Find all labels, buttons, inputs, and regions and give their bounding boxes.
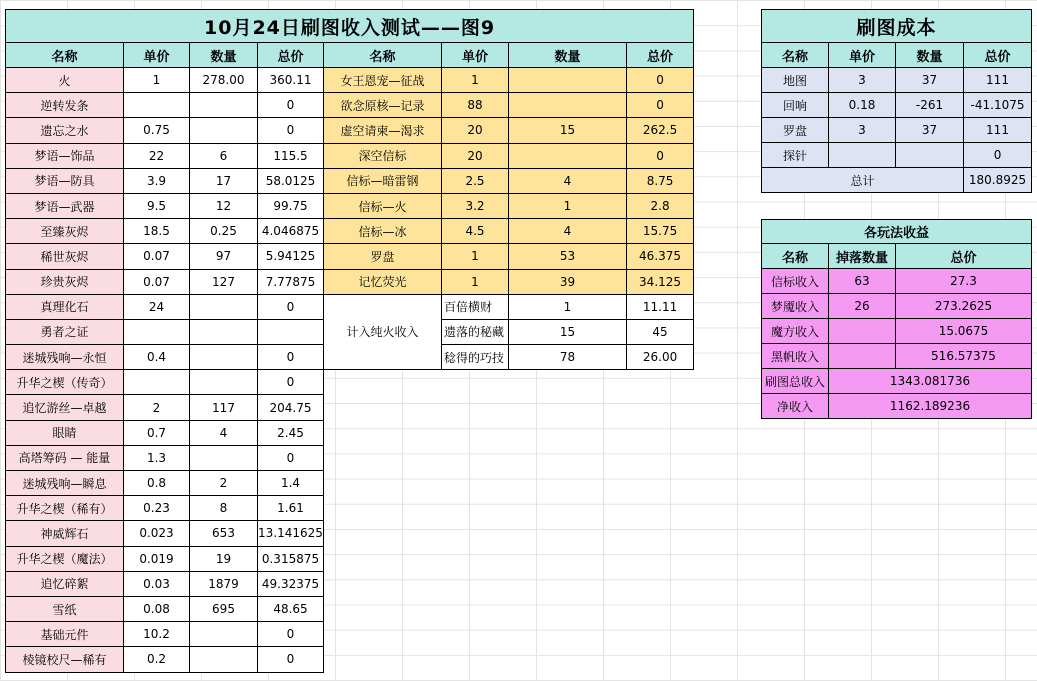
unit-price-cell: 0.23 xyxy=(124,496,190,521)
total-price-cell: 111 xyxy=(964,68,1032,93)
total-price-cell: 4.046875 xyxy=(258,219,324,244)
total-price-cell: 0 xyxy=(258,445,324,470)
header-cell: 单价 xyxy=(829,43,896,68)
unit-price-cell: 0.023 xyxy=(124,521,190,546)
empty-cell xyxy=(442,521,509,546)
table-row xyxy=(6,93,694,118)
quantity-cell: 1879 xyxy=(190,571,258,596)
item-name-cell: 信标—火 xyxy=(324,193,442,218)
total-price-cell: 48.65 xyxy=(258,596,324,621)
table-row xyxy=(6,445,694,470)
quantity-cell xyxy=(190,93,258,118)
total-price-cell: 26.00 xyxy=(627,345,694,370)
empty-cell xyxy=(627,370,694,395)
unit-price-cell: 1 xyxy=(124,68,190,93)
unit-price-cell: 1 xyxy=(442,68,509,93)
unit-price-cell: 0.07 xyxy=(124,269,190,294)
unit-price-cell: 20 xyxy=(442,143,509,168)
table-row xyxy=(762,269,1032,294)
unit-price-cell: 3.9 xyxy=(124,168,190,193)
table-row xyxy=(6,193,694,218)
total-price-cell: 2.8 xyxy=(627,193,694,218)
quantity-cell xyxy=(896,143,964,168)
unit-price-cell: 4.5 xyxy=(442,219,509,244)
drop-count-cell xyxy=(829,344,896,369)
total-price-cell xyxy=(258,319,324,344)
item-name-cell: 遗落的秘藏 xyxy=(442,319,509,344)
total-price-cell: 2.45 xyxy=(258,420,324,445)
item-name-cell: 追忆游丝—卓越 xyxy=(6,395,124,420)
unit-price-cell: 0.019 xyxy=(124,546,190,571)
quantity-cell: 117 xyxy=(190,395,258,420)
empty-cell xyxy=(627,471,694,496)
total-price-cell: 46.375 xyxy=(627,244,694,269)
header-cell: 名称 xyxy=(762,43,829,68)
item-name-cell: 女王恩宠—征战 xyxy=(324,68,442,93)
total-price-cell: 0 xyxy=(627,93,694,118)
header-cell: 单价 xyxy=(124,43,190,68)
item-name-cell: 黑帆收入 xyxy=(762,344,829,369)
item-name-cell: 珍贵灰烬 xyxy=(6,269,124,294)
empty-cell xyxy=(509,395,627,420)
unit-price-cell: 9.5 xyxy=(124,193,190,218)
quantity-cell: 15 xyxy=(509,319,627,344)
drop-count-cell: 63 xyxy=(829,269,896,294)
empty-cell xyxy=(324,395,442,420)
item-name-cell: 眼睛 xyxy=(6,420,124,445)
quantity-cell: 653 xyxy=(190,521,258,546)
quantity-cell xyxy=(509,143,627,168)
empty-cell xyxy=(627,395,694,420)
empty-cell xyxy=(324,471,442,496)
empty-cell xyxy=(509,496,627,521)
quantity-cell: 17 xyxy=(190,168,258,193)
header-cell: 数量 xyxy=(509,43,627,68)
empty-cell xyxy=(627,521,694,546)
total-price-cell: 360.11 xyxy=(258,68,324,93)
table-row xyxy=(6,143,694,168)
quantity-cell: 19 xyxy=(190,546,258,571)
empty-cell xyxy=(324,571,442,596)
item-name-cell: 欲念原核—记录 xyxy=(324,93,442,118)
total-price-cell: 5.94125 xyxy=(258,244,324,269)
main-header-row xyxy=(6,43,694,68)
table-row xyxy=(762,68,1032,93)
unit-price-cell: 10.2 xyxy=(124,622,190,647)
empty-cell xyxy=(627,420,694,445)
quantity-cell: 12 xyxy=(190,193,258,218)
empty-cell xyxy=(442,622,509,647)
unit-price-cell: 3 xyxy=(829,118,896,143)
quantity-cell xyxy=(190,622,258,647)
empty-cell xyxy=(509,420,627,445)
unit-price-cell: 0.75 xyxy=(124,118,190,143)
total-price-cell: 45 xyxy=(627,319,694,344)
empty-cell xyxy=(509,647,627,672)
quantity-cell: 53 xyxy=(509,244,627,269)
empty-cell xyxy=(324,546,442,571)
total-price-cell: 0 xyxy=(258,647,324,672)
table-row xyxy=(6,647,694,672)
total-price-cell: 34.125 xyxy=(627,269,694,294)
unit-price-cell: 0.8 xyxy=(124,471,190,496)
item-name-cell: 梦语—饰品 xyxy=(6,143,124,168)
cost-total-label: 总计 xyxy=(762,168,964,193)
total-price-cell: 58.0125 xyxy=(258,168,324,193)
empty-cell xyxy=(509,370,627,395)
table-row xyxy=(6,496,694,521)
main-income-table xyxy=(5,9,694,673)
item-name-cell: 虚空请柬—渴求 xyxy=(324,118,442,143)
total-price-cell: 0 xyxy=(627,68,694,93)
table-row xyxy=(6,546,694,571)
table-row xyxy=(6,622,694,647)
total-price-cell: -41.1075 xyxy=(964,93,1032,118)
empty-cell xyxy=(627,496,694,521)
quantity-cell: 4 xyxy=(509,168,627,193)
header-cell: 掉落数量 xyxy=(829,244,896,269)
item-name-cell: 魔方收入 xyxy=(762,319,829,344)
quantity-cell: 37 xyxy=(896,68,964,93)
total-price-cell: 7.77875 xyxy=(258,269,324,294)
header-cell: 单价 xyxy=(442,43,509,68)
item-name-cell: 升华之楔（稀有） xyxy=(6,496,124,521)
quantity-cell: 2 xyxy=(190,471,258,496)
item-name-cell: 罗盘 xyxy=(324,244,442,269)
quantity-cell: 15 xyxy=(509,118,627,143)
total-price-cell: 262.5 xyxy=(627,118,694,143)
unit-price-cell: 3 xyxy=(829,68,896,93)
table-row xyxy=(6,219,694,244)
table-row xyxy=(762,143,1032,168)
table-row xyxy=(762,294,1032,319)
quantity-cell: 127 xyxy=(190,269,258,294)
item-name-cell: 升华之楔（魔法） xyxy=(6,546,124,571)
item-name-cell: 至臻灰烬 xyxy=(6,219,124,244)
item-name-cell: 高塔筹码 — 能量 xyxy=(6,445,124,470)
cost-total-row xyxy=(762,168,1032,193)
quantity-cell: 695 xyxy=(190,596,258,621)
empty-cell xyxy=(442,370,509,395)
header-cell: 名称 xyxy=(6,43,124,68)
table-row xyxy=(762,344,1032,369)
total-price-cell: 15.75 xyxy=(627,219,694,244)
table-row xyxy=(762,93,1032,118)
empty-cell xyxy=(442,471,509,496)
quantity-cell: 4 xyxy=(190,420,258,445)
empty-cell xyxy=(442,420,509,445)
unit-price-cell xyxy=(829,143,896,168)
quantity-cell: 37 xyxy=(896,118,964,143)
total-price-cell: 0 xyxy=(258,93,324,118)
unit-price-cell: 3.2 xyxy=(442,193,509,218)
quantity-cell: 8 xyxy=(190,496,258,521)
item-name-cell: 梦魇收入 xyxy=(762,294,829,319)
empty-cell xyxy=(509,521,627,546)
total-price-cell: 1.4 xyxy=(258,471,324,496)
income-title: 各玩法收益 xyxy=(762,220,1032,244)
total-price-cell: 27.3 xyxy=(896,269,1032,294)
total-price-cell: 8.75 xyxy=(627,168,694,193)
empty-cell xyxy=(627,546,694,571)
table-row xyxy=(762,319,1032,344)
empty-cell xyxy=(509,596,627,621)
total-price-cell: 516.57375 xyxy=(896,344,1032,369)
table-row xyxy=(6,571,694,596)
empty-cell xyxy=(509,546,627,571)
item-name-cell: 记忆荧光 xyxy=(324,269,442,294)
quantity-cell xyxy=(190,370,258,395)
empty-cell xyxy=(442,496,509,521)
extra-income-label: 计入纯火收入 xyxy=(324,294,442,370)
table-row xyxy=(6,68,694,93)
unit-price-cell: 0.2 xyxy=(124,647,190,672)
total-price-cell: 0 xyxy=(258,118,324,143)
total-price-cell: 111 xyxy=(964,118,1032,143)
quantity-cell: 39 xyxy=(509,269,627,294)
total-price-cell: 273.2625 xyxy=(896,294,1032,319)
item-name-cell: 棱镜校尺—稀有 xyxy=(6,647,124,672)
table-row xyxy=(6,269,694,294)
total-price-cell: 0.315875 xyxy=(258,546,324,571)
header-cell: 总价 xyxy=(964,43,1032,68)
gross-income-value: 1343.081736 xyxy=(829,369,1032,394)
unit-price-cell: 0.7 xyxy=(124,420,190,445)
item-name-cell: 升华之楔（传奇） xyxy=(6,370,124,395)
empty-cell xyxy=(442,647,509,672)
unit-price-cell: 24 xyxy=(124,294,190,319)
quantity-cell: 97 xyxy=(190,244,258,269)
table-row xyxy=(6,294,694,319)
quantity-cell: 0.25 xyxy=(190,219,258,244)
empty-cell xyxy=(509,471,627,496)
item-name-cell: 深空信标 xyxy=(324,143,442,168)
header-cell: 名称 xyxy=(324,43,442,68)
unit-price-cell: 1 xyxy=(442,244,509,269)
empty-cell xyxy=(627,647,694,672)
total-price-cell: 0 xyxy=(258,622,324,647)
quantity-cell: 1 xyxy=(509,294,627,319)
unit-price-cell xyxy=(124,370,190,395)
header-cell: 数量 xyxy=(190,43,258,68)
empty-cell xyxy=(324,521,442,546)
unit-price-cell: 22 xyxy=(124,143,190,168)
empty-cell xyxy=(627,571,694,596)
drop-count-cell xyxy=(829,319,896,344)
empty-cell xyxy=(324,420,442,445)
total-price-cell: 0 xyxy=(964,143,1032,168)
total-price-cell: 15.0675 xyxy=(896,319,1032,344)
table-row xyxy=(6,118,694,143)
empty-cell xyxy=(324,445,442,470)
quantity-cell: 278.00 xyxy=(190,68,258,93)
quantity-cell xyxy=(190,118,258,143)
item-name-cell: 罗盘 xyxy=(762,118,829,143)
table-row xyxy=(6,168,694,193)
table-row xyxy=(6,244,694,269)
quantity-cell: 6 xyxy=(190,143,258,168)
unit-price-cell: 2 xyxy=(124,395,190,420)
total-price-cell: 115.5 xyxy=(258,143,324,168)
empty-cell xyxy=(324,596,442,621)
unit-price-cell: 0.18 xyxy=(829,93,896,118)
total-price-cell: 11.11 xyxy=(627,294,694,319)
item-name-cell: 梦语—防具 xyxy=(6,168,124,193)
item-name-cell: 信标—暗雷钢 xyxy=(324,168,442,193)
total-price-cell: 0 xyxy=(258,345,324,370)
item-name-cell: 稔得的巧技 xyxy=(442,345,509,370)
unit-price-cell: 0.03 xyxy=(124,571,190,596)
quantity-cell: 1 xyxy=(509,193,627,218)
total-price-cell: 204.75 xyxy=(258,395,324,420)
quantity-cell xyxy=(190,445,258,470)
empty-cell xyxy=(442,596,509,621)
header-cell: 名称 xyxy=(762,244,829,269)
quantity-cell: -261 xyxy=(896,93,964,118)
item-name-cell: 追忆碎絮 xyxy=(6,571,124,596)
table-row xyxy=(6,420,694,445)
item-name-cell: 地图 xyxy=(762,68,829,93)
header-cell: 总价 xyxy=(627,43,694,68)
table-row xyxy=(6,395,694,420)
item-name-cell: 信标收入 xyxy=(762,269,829,294)
unit-price-cell: 0.08 xyxy=(124,596,190,621)
item-name-cell: 回响 xyxy=(762,93,829,118)
net-income-value: 1162.189236 xyxy=(829,394,1032,419)
item-name-cell: 真理化石 xyxy=(6,294,124,319)
item-name-cell: 百倍横财 xyxy=(442,294,509,319)
empty-cell xyxy=(324,647,442,672)
quantity-cell xyxy=(190,345,258,370)
unit-price-cell: 18.5 xyxy=(124,219,190,244)
empty-cell xyxy=(509,445,627,470)
total-price-cell: 0 xyxy=(258,294,324,319)
total-price-cell: 0 xyxy=(258,370,324,395)
empty-cell xyxy=(509,571,627,596)
item-name-cell: 勇者之证 xyxy=(6,319,124,344)
item-name-cell: 神威辉石 xyxy=(6,521,124,546)
empty-cell xyxy=(627,596,694,621)
unit-price-cell: 1 xyxy=(442,269,509,294)
table-row xyxy=(6,370,694,395)
quantity-cell: 4 xyxy=(509,219,627,244)
quantity-cell: 78 xyxy=(509,345,627,370)
item-name-cell: 逆转发条 xyxy=(6,93,124,118)
drop-count-cell: 26 xyxy=(829,294,896,319)
item-name-cell: 遗忘之水 xyxy=(6,118,124,143)
total-price-cell: 1.61 xyxy=(258,496,324,521)
table-row xyxy=(6,471,694,496)
item-name-cell: 基础元件 xyxy=(6,622,124,647)
empty-cell xyxy=(442,395,509,420)
unit-price-cell: 20 xyxy=(442,118,509,143)
item-name-cell: 稀世灰烬 xyxy=(6,244,124,269)
item-name-cell: 迷城残响—瞬息 xyxy=(6,471,124,496)
cost-total-value: 180.8925 xyxy=(964,168,1032,193)
empty-cell xyxy=(509,622,627,647)
item-name-cell: 探针 xyxy=(762,143,829,168)
table-row xyxy=(6,521,694,546)
quantity-cell xyxy=(190,294,258,319)
total-price-cell: 99.75 xyxy=(258,193,324,218)
total-price-cell: 0 xyxy=(627,143,694,168)
empty-cell xyxy=(324,370,442,395)
unit-price-cell: 0.4 xyxy=(124,345,190,370)
quantity-cell xyxy=(190,319,258,344)
unit-price-cell: 2.5 xyxy=(442,168,509,193)
total-price-cell: 13.141625 xyxy=(258,521,324,546)
quantity-cell xyxy=(190,647,258,672)
item-name-cell: 火 xyxy=(6,68,124,93)
empty-cell xyxy=(442,546,509,571)
cost-title: 刷图成本 xyxy=(762,10,1032,43)
empty-cell xyxy=(627,622,694,647)
table-row xyxy=(762,118,1032,143)
empty-cell xyxy=(627,445,694,470)
empty-cell xyxy=(324,622,442,647)
quantity-cell xyxy=(509,93,627,118)
item-name-cell: 雪纸 xyxy=(6,596,124,621)
table-row xyxy=(6,596,694,621)
net-income-row xyxy=(762,394,1032,419)
unit-price-cell: 88 xyxy=(442,93,509,118)
unit-price-cell xyxy=(124,319,190,344)
cost-table xyxy=(761,9,1032,193)
header-cell: 数量 xyxy=(896,43,964,68)
header-cell: 总价 xyxy=(258,43,324,68)
empty-cell xyxy=(442,571,509,596)
empty-cell xyxy=(324,496,442,521)
unit-price-cell: 1.3 xyxy=(124,445,190,470)
income-table xyxy=(761,219,1032,419)
total-price-cell: 49.32375 xyxy=(258,571,324,596)
item-name-cell: 迷城残响—永恒 xyxy=(6,345,124,370)
gross-income-row xyxy=(762,369,1032,394)
item-name-cell: 梦语—武器 xyxy=(6,193,124,218)
header-cell: 总价 xyxy=(896,244,1032,269)
gross-income-label: 刷图总收入 xyxy=(762,369,829,394)
main-title: 10月24日刷图收入测试——图9 xyxy=(6,10,694,43)
item-name-cell: 信标—冰 xyxy=(324,219,442,244)
quantity-cell xyxy=(509,68,627,93)
empty-cell xyxy=(442,445,509,470)
net-income-label: 净收入 xyxy=(762,394,829,419)
unit-price-cell xyxy=(124,93,190,118)
unit-price-cell: 0.07 xyxy=(124,244,190,269)
